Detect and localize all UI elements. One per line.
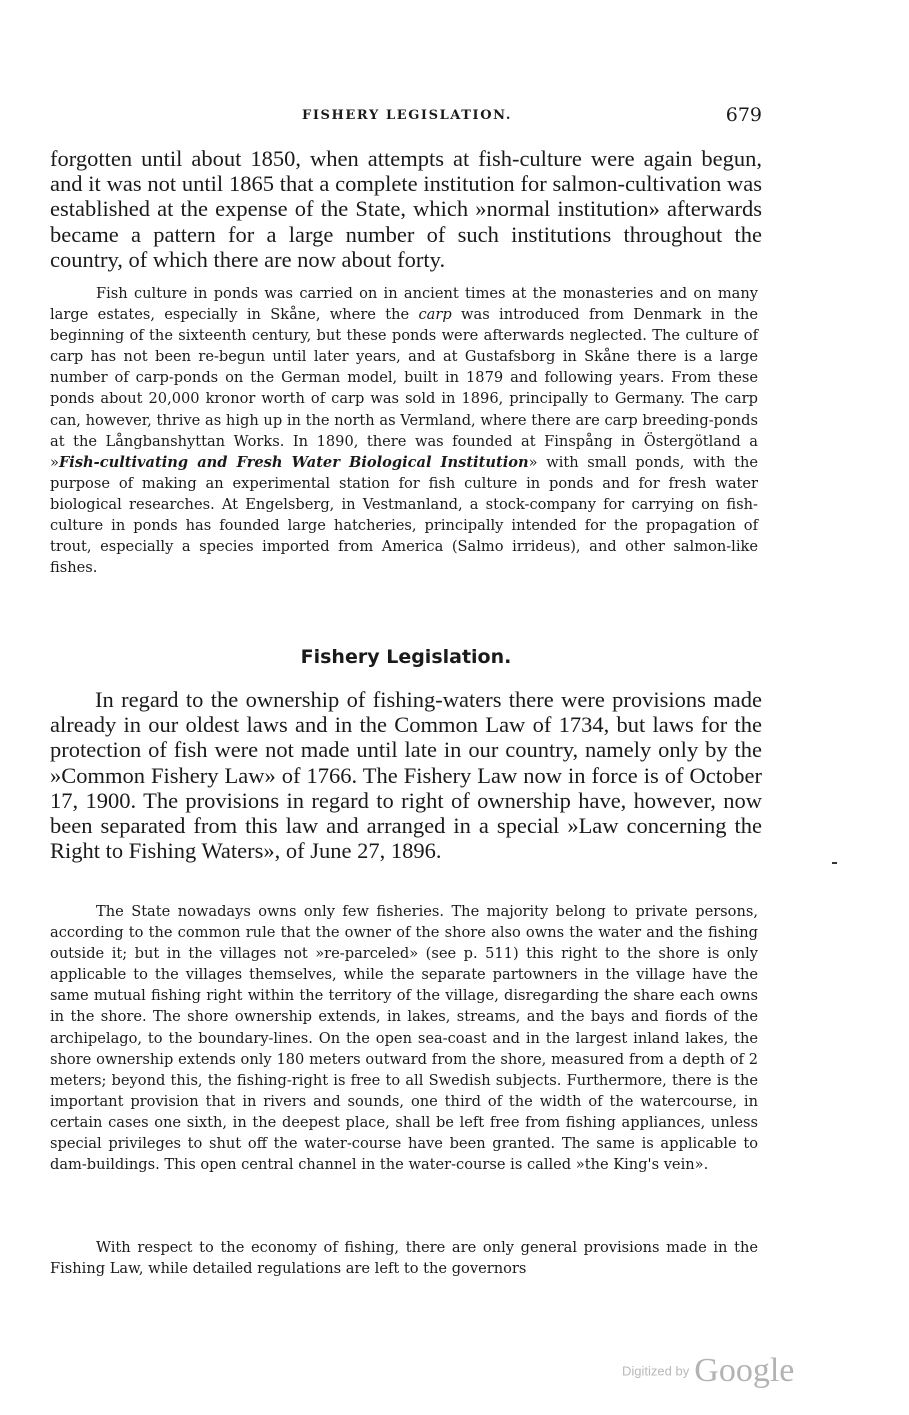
margin-mark bbox=[832, 862, 837, 864]
paragraph-continued: forgotten until about 1850, when attempts at fish-culture were again begun, and it was not until 1865 that a complete institution for salmon-cultivation was established at the expense of the State, which »normal institution» afterwards became a pattern for a large number of such institutions throughout the country, of which there are now about forty. bbox=[50, 146, 762, 272]
running-header bbox=[52, 104, 762, 134]
running-title: FISHERY LEGISLATION. bbox=[302, 108, 512, 123]
paragraph-text: Fish culture in ponds was carried on in ancient times at the monasteries and on many large estates, especially in Skåne, where the bbox=[50, 285, 758, 324]
paragraph-economy-of-fishing: With respect to the economy of fishing, there are only general provisions made in the Fishing Law, while detailed regulations are left to the governors bbox=[50, 1239, 758, 1278]
italic-institution-name: Fish-cultivating and Fresh Water Biological Institution bbox=[58, 453, 529, 471]
watermark-prefix: Digitized by bbox=[622, 1363, 690, 1379]
paragraph-text: » with small ponds, with the purpose of making an experimental station for fish culture in ponds and for fresh water biological researches. At Engelsberg, in Vestmanland, a stock-company for carrying on fish-culture in ponds has founded large hatcheries, principally intended for the propagation of trout, especially a species imported from America (Salmo irrideus), and other salmon-like fishes. bbox=[50, 453, 759, 577]
page-number: 679 bbox=[725, 104, 762, 126]
paragraph-state-fisheries: The State nowadays owns only few fisheries. The majority belong to private persons, according to the common rule that the owner of the shore also owns the water and the fishing outside it; but in the villages not »re-parceled» (see p. 511) this right to the shore is only applicable to the villages themselves, while the separate partowners in the village have the same mutual fishing right within the territory of the village, disregarding the share each owns in the shore. The shore ownership extends, in lakes, streams, and the bays and fiords of the archipelago, to the boundary-lines. On the open sea-coast and in the largest inland lakes, the shore ownership extends only 180 meters outward from the shore, measured from a depth of 2 meters; beyond this, the fishing-right is free to all Swedish subjects. Furthermore, there is the important provision that in rivers and sounds, one third of the width of the watercourse, in certain cases one sixth, in the deepest place, shall be left free from fishing appliances, unless special privileges to shut off the water-course have been granted. The same is applicable to dam-buildings. This open central channel in the water-course is called »the King's vein». bbox=[50, 903, 758, 1174]
digitized-by-watermark bbox=[622, 1352, 794, 1390]
section-heading: Fishery Legislation. bbox=[300, 646, 512, 668]
google-logo: Google bbox=[694, 1352, 795, 1389]
paragraph-fish-culture-in-ponds bbox=[50, 283, 758, 578]
paragraph-ownership-laws: In regard to the ownership of fishing-waters there were provisions made already in our oldest laws and in the Common Law of 1734, but laws for the protection of fish were not made until late in our country, namely only by the »Common Fishery Law» of 1766. The Fishery Law now in force is of October 17, 1900. The provisions in regard to right of ownership have, however, now been separated from this law and arranged in a special »Law concerning the Right to Fishing Waters», of June 27, 1896. bbox=[50, 687, 762, 864]
italic-term-carp: carp bbox=[418, 306, 452, 324]
paragraph-text: was introduced from Denmark in the beginning of the sixteenth century, but these ponds were afterwards neglected. The culture of carp has not been re-begun until later years, and at Gustafsborg in Skåne there is a large number of carp-ponds on the German model, built in 1879 and following years. From these ponds about 20,000 kronor worth of carp was sold in 1896, principally to Germany. The carp can, however, thrive as high up in the north as Vermland, where there are carp breeding-ponds at the Långbanshyttan Works. In 1890, there was founded at Finspång in Östergötland a » bbox=[50, 306, 758, 471]
